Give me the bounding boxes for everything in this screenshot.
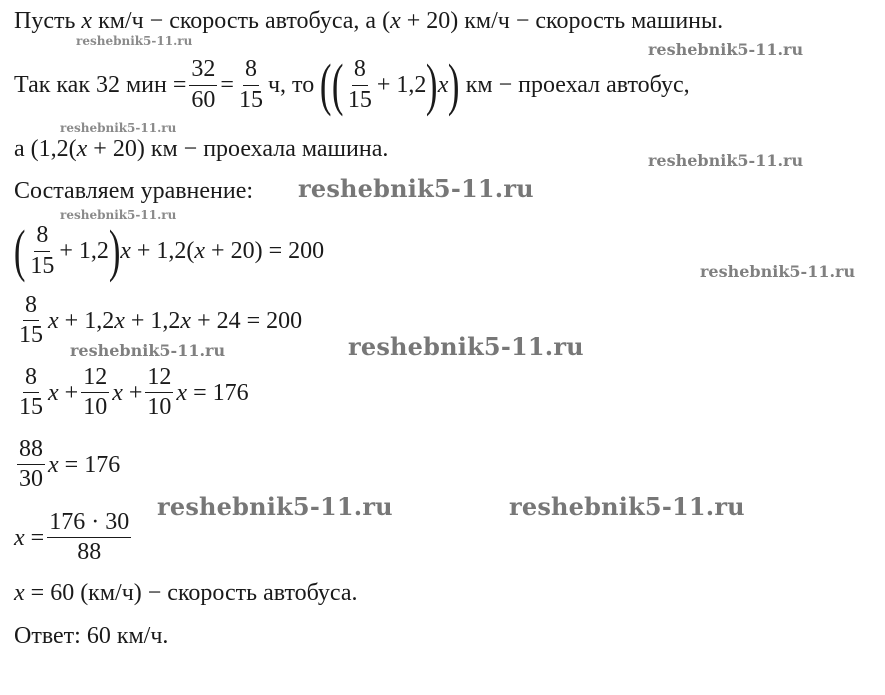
answer-line: Ответ: 60 км/ч. bbox=[14, 623, 169, 649]
fraction-32-60: $\frac{32}{60}$ bbox=[191, 56, 216, 113]
line-definition: Пусть x км/ч − скорость автобуса, а ( x + 20) км/ч − скорость машины. bbox=[14, 8, 724, 34]
eq3-fraction-1: $\frac{8}{15}$ bbox=[19, 364, 43, 421]
equation-4: $\frac{88}{30}$ x = 176 bbox=[19, 436, 121, 493]
fraction-8-15-b: $\frac{8}{15}$ bbox=[347, 56, 372, 113]
eq3-fraction-3: $\frac{12}{10}$ bbox=[147, 364, 172, 421]
line-time-conversion: Так как 32 мин = $\frac{32}{60}$ = $\frac{8}{15}$ ч, то ( ( $\frac{8}{15}$ + 1,2 ) x ) км − проехал автобус, bbox=[14, 52, 690, 117]
equation-result: x = 60 (км/ч) − скорость автобуса. bbox=[14, 580, 358, 606]
eq1-fraction: $\frac{8}{15}$ bbox=[30, 222, 55, 279]
eq2-fraction: $\frac{8}{15}$ bbox=[19, 292, 43, 349]
watermark: reshebnik5-11.ru bbox=[509, 492, 745, 521]
equation-3: $\frac{8}{15}$ x + $\frac{12}{10}$ x + $\frac{12}{10}$ x = 176 bbox=[19, 364, 249, 421]
watermark: reshebnik5-11.ru bbox=[76, 34, 193, 48]
watermark: reshebnik5-11.ru bbox=[348, 332, 584, 361]
equation-5: x = $\frac{176 \cdot 30}{88}$ bbox=[14, 509, 130, 566]
watermark: reshebnik5-11.ru bbox=[157, 492, 393, 521]
equation-2: $\frac{8}{15}$ x + 1,2 x + 1,2 x + 24 = 200 bbox=[19, 292, 303, 349]
equation-1: ( $\frac{8}{15}$ + 1,2 ) x + 1,2( x + 20) = 200 bbox=[13, 218, 325, 283]
eq5-fraction: $\frac{176 \cdot 30}{88}$ bbox=[49, 509, 130, 566]
eq4-fraction: $\frac{88}{30}$ bbox=[19, 436, 43, 493]
watermark: reshebnik5-11.ru bbox=[60, 121, 177, 135]
eq3-fraction-2: $\frac{12}{10}$ bbox=[83, 364, 108, 421]
watermark: reshebnik5-11.ru bbox=[648, 151, 804, 170]
fraction-8-15: $\frac{8}{15}$ bbox=[238, 56, 263, 113]
watermark: reshebnik5-11.ru bbox=[60, 208, 177, 222]
watermark: reshebnik5-11.ru bbox=[700, 262, 856, 281]
watermark: reshebnik5-11.ru bbox=[298, 174, 534, 203]
watermark: reshebnik5-11.ru bbox=[648, 40, 804, 59]
watermark: reshebnik5-11.ru bbox=[70, 341, 226, 360]
line-compose-equation: Составляем уравнение: bbox=[14, 178, 254, 204]
line-car-distance: а (1,2( x + 20) км − проехала машина. bbox=[14, 136, 389, 162]
